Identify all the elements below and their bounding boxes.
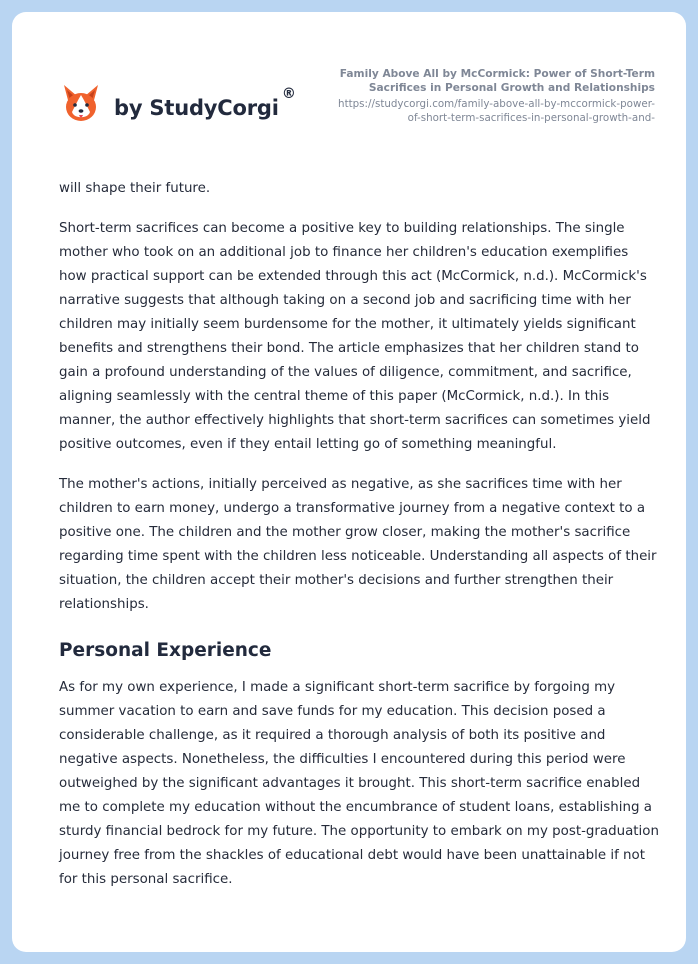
document-meta: [325, 67, 655, 125]
article-body: [59, 177, 659, 908]
paragraph: will shape their future.: [59, 181, 211, 196]
paragraph: Short-term sacrifices can become a positive key to building relationships. The single mother who took on an additional job to finance her children's education exemplifies how practical support can be extended through this act (McCormick, n.d.). McCormick's narrative suggests that although taking on a second job and sacrificing time with her children may initially seem burdensome for the mother, it ultimately yields significant benefits and strengthens their bond. The article emphasizes that her children stand to gain a profound understanding of the values of diligence, commitment, and sacrifice, aligning seamlessly with the central theme of this paper (McCormick, n.d.). In this manner, the author effectively highlights that short-term sacrifices can sometimes yield positive outcomes, even if they entail letting go of something meaningful.: [59, 221, 651, 452]
section-heading: Personal Experience: [59, 640, 272, 661]
studycorgi-logo[interactable]: [60, 76, 296, 132]
paragraph: The mother's actions, initially perceived as negative, as she sacrifices time with her children to earn money, undergo a transformative journey from a negative context to a positive one. The children and the mother grow closer, making the mother's sacrifice regarding time spent with the children less noticeable. Understanding all aspects of their situation, the children accept their mother's decisions and further strengthen their relationships.: [59, 477, 657, 612]
document-title: Family Above All by McCormick: Power of Short-Term Sacrifices in Personal Growth and Relationships: [339, 68, 655, 94]
document-page: [12, 12, 686, 952]
registered-mark: ®: [281, 86, 296, 102]
document-url[interactable]: https://studycorgi.com/family-above-all-by-mccormick-power-of-short-term-sacrifices-in-personal-growth-and-: [338, 98, 655, 124]
paragraph: As for my own experience, I made a significant short-term sacrifice by forgoing my summer vacation to earn and save funds for my education. This decision posed a considerable challenge, as it required a thorough analysis of both its positive and negative aspects. Nonetheless, the difficulties I encountered during this period were outweighed by the significant advantages it brought. This short-term sacrifice enabled me to complete my education without the encumbrance of student loans, establishing a sturdy financial bedrock for my future. The opportunity to embark on my post-graduation journey free from the shackles of educational debt would have been unattainable if not for this personal sacrifice.: [59, 680, 659, 887]
corgi-logo-icon: [60, 82, 102, 126]
brand-name: by StudyCorgi ®: [114, 86, 296, 120]
